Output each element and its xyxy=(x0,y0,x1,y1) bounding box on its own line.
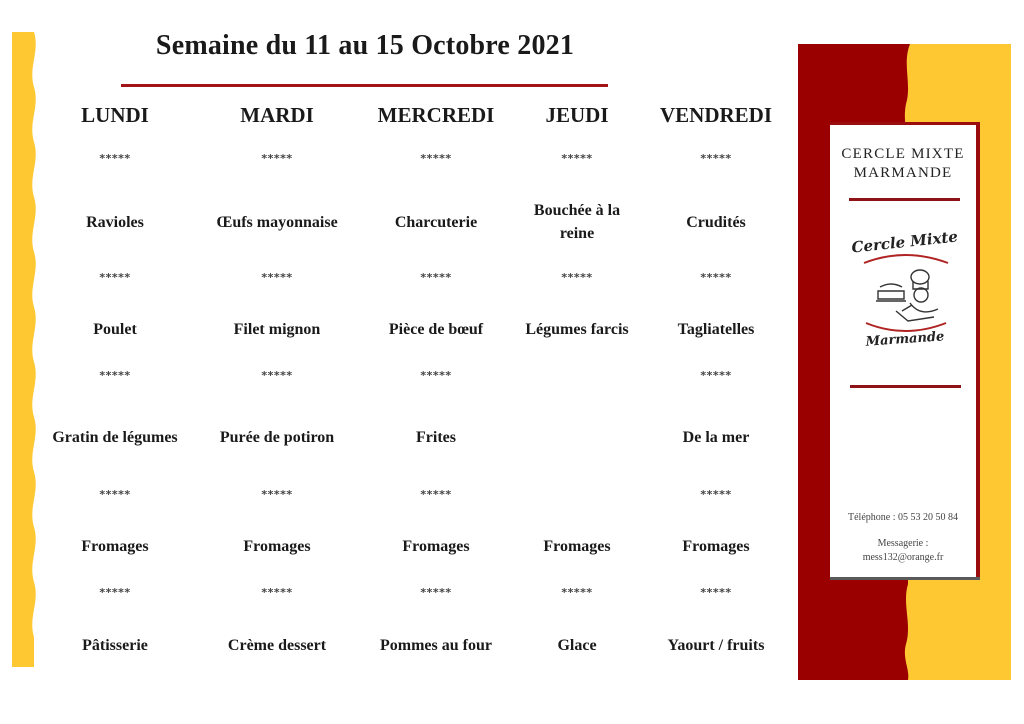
card-rule-top xyxy=(849,198,960,201)
card-rule-bottom xyxy=(850,385,961,388)
course-separator: ***** xyxy=(261,488,293,501)
chef-logo xyxy=(850,225,960,350)
course-separator: ***** xyxy=(99,488,131,501)
title-underline xyxy=(121,84,608,87)
menu-dish: Crudités xyxy=(686,213,746,231)
course-separator: ***** xyxy=(700,369,732,382)
day-heading: JEUDI xyxy=(545,103,609,127)
course-separator: ***** xyxy=(561,271,593,284)
menu-dish: Glace xyxy=(557,636,597,654)
course-separator: ***** xyxy=(261,586,293,599)
menu-dish: Yaourt / fruits xyxy=(667,636,765,654)
logo-text-top: Cercle Mixte xyxy=(850,227,959,257)
menu-dish: Fromages xyxy=(682,537,750,555)
day-heading: MARDI xyxy=(240,103,314,127)
course-separator: ***** xyxy=(420,586,452,599)
menu-dish: Pommes au four xyxy=(380,636,492,654)
course-separator: ***** xyxy=(261,152,293,165)
course-separator: ***** xyxy=(261,369,293,382)
menu-dish: Fromages xyxy=(243,537,311,555)
menu-dish: Fromages xyxy=(402,537,470,555)
course-separator: ***** xyxy=(261,271,293,284)
club-name xyxy=(830,145,976,183)
course-separator: ***** xyxy=(99,271,131,284)
day-heading: LUNDI xyxy=(81,103,149,127)
club-name-line1: CERCLE MIXTE xyxy=(841,146,965,162)
menu-dish: Légumes farcis xyxy=(525,320,629,338)
menu-dish: Œufs mayonnaise xyxy=(216,213,338,231)
email-label: Messagerie : xyxy=(877,538,929,549)
phone-number: Téléphone : 05 53 20 50 84 xyxy=(848,512,958,523)
menu-dish: Charcuterie xyxy=(394,213,478,231)
page-title: Semaine du 11 au 15 Octobre 2021 xyxy=(155,30,575,61)
menu-dish: Ravioles xyxy=(86,213,144,231)
logo-text-bottom: Marmande xyxy=(865,329,945,350)
menu-dish: Crème dessert xyxy=(227,636,327,654)
course-separator: ***** xyxy=(420,271,452,284)
course-separator: ***** xyxy=(700,586,732,599)
menu-dish: De la mer xyxy=(682,428,750,446)
course-separator: ***** xyxy=(420,369,452,382)
course-separator: ***** xyxy=(700,488,732,501)
course-separator: ***** xyxy=(420,152,452,165)
club-card xyxy=(830,122,980,577)
course-separator: ***** xyxy=(99,586,131,599)
course-separator: ***** xyxy=(99,152,131,165)
menu-dish: Frites xyxy=(416,428,456,446)
menu-dish: Poulet xyxy=(93,320,137,338)
day-heading: VENDREDI xyxy=(659,103,772,127)
menu-dish: Pièce de bœuf xyxy=(388,320,484,338)
menu-dish: Fromages xyxy=(543,537,611,555)
course-separator: ***** xyxy=(561,586,593,599)
course-separator: ***** xyxy=(700,271,732,284)
course-separator: ***** xyxy=(420,488,452,501)
email-address[interactable]: mess132@orange.fr xyxy=(862,552,944,563)
course-separator: ***** xyxy=(561,152,593,165)
menu-dish: Pâtisserie xyxy=(82,636,148,654)
course-separator: ***** xyxy=(99,369,131,382)
menu-dish: Bouchée à la reine xyxy=(533,202,621,242)
club-name-line2: MARMANDE xyxy=(853,165,953,181)
course-separator: ***** xyxy=(700,152,732,165)
menu-dish: Purée de potiron xyxy=(219,428,335,446)
menu-dish: Gratin de légumes xyxy=(52,428,178,446)
day-heading: MERCREDI xyxy=(377,103,495,127)
left-decorative-bar xyxy=(12,32,38,667)
menu-dish: Filet mignon xyxy=(233,320,321,338)
menu-dish: Fromages xyxy=(81,537,149,555)
menu-dish: Tagliatelles xyxy=(677,320,755,338)
